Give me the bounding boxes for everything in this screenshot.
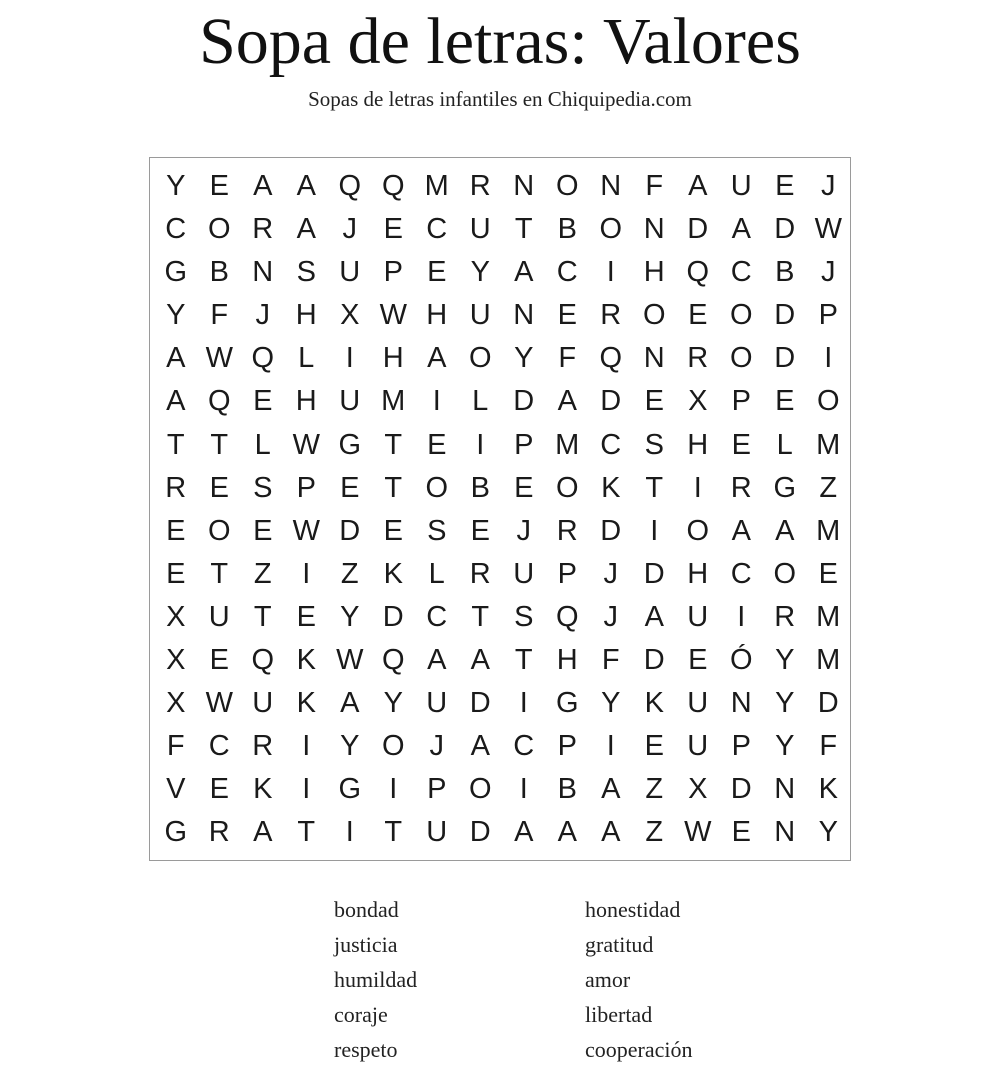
grid-letter: E xyxy=(731,428,751,461)
grid-letter: T xyxy=(514,644,533,677)
grid-letter: A xyxy=(253,170,273,202)
grid-letter: T xyxy=(166,428,185,461)
grid-letter: I xyxy=(302,773,311,806)
grid-letter: K xyxy=(601,471,621,504)
grid-letter: T xyxy=(253,600,272,633)
grid-letter: U xyxy=(687,687,709,720)
grid-letter: R xyxy=(774,600,796,633)
grid-letter: O xyxy=(207,213,231,246)
grid-letter: W xyxy=(292,428,320,461)
grid-letter: N xyxy=(730,687,752,720)
grid-letter: A xyxy=(644,600,664,633)
grid-letter: A xyxy=(166,342,186,375)
grid-letter: D xyxy=(774,299,796,332)
grid-letter: N xyxy=(600,170,622,202)
word-search-grid xyxy=(149,157,851,861)
grid-letter: E xyxy=(209,170,229,202)
grid-letter: S xyxy=(514,600,534,633)
grid-letter: O xyxy=(816,385,840,418)
grid-letter: Y xyxy=(775,687,795,720)
grid-letter: E xyxy=(688,299,708,332)
grid-letter: A xyxy=(601,773,621,806)
grid-letter: Z xyxy=(645,773,664,806)
grid-letter: C xyxy=(208,730,230,763)
grid-letter: M xyxy=(816,428,841,461)
grid-letter: H xyxy=(295,299,317,332)
grid-letter: H xyxy=(382,342,404,375)
grid-letter: C xyxy=(426,600,448,633)
grid-letter: Q xyxy=(251,644,275,677)
grid-letter: X xyxy=(688,385,708,418)
grid-letter: E xyxy=(644,385,664,418)
grid-letter: Y xyxy=(383,687,403,720)
grid-letter: A xyxy=(427,644,447,677)
grid-letter: A xyxy=(253,816,273,849)
grid-letter: E xyxy=(383,213,403,246)
grid-letter: R xyxy=(469,557,491,590)
grid-letter: C xyxy=(426,213,448,246)
grid-letter: I xyxy=(302,730,311,763)
grid-letter: M xyxy=(816,644,841,677)
grid-letter: P xyxy=(383,256,403,289)
grid-letter: K xyxy=(296,687,316,720)
grid-letter: N xyxy=(774,773,796,806)
grid-letter: X xyxy=(688,773,708,806)
word-item: amor xyxy=(585,967,631,992)
grid-letter: R xyxy=(252,213,274,246)
grid-letter: E xyxy=(383,514,403,547)
grid-letter: Q xyxy=(381,170,405,202)
grid-letter: U xyxy=(339,256,361,289)
grid-letter: D xyxy=(774,213,796,246)
grid-letter: S xyxy=(427,514,447,547)
grid-letter: H xyxy=(687,428,709,461)
grid-letter: E xyxy=(296,600,316,633)
grid-letter: W xyxy=(205,342,233,375)
grid-letter: P xyxy=(514,428,534,461)
grid-letter: A xyxy=(688,170,708,202)
grid-letter: H xyxy=(426,299,448,332)
grid-letter: X xyxy=(166,687,186,720)
grid-letter: O xyxy=(468,773,492,806)
grid-letter: U xyxy=(426,816,448,849)
grid-letter: K xyxy=(818,773,838,806)
grid-letter: U xyxy=(208,600,230,633)
grid-letter: I xyxy=(519,687,528,720)
grid-letter: R xyxy=(556,514,578,547)
grid-letter: I xyxy=(476,428,485,461)
grid-letter: I xyxy=(737,600,746,633)
grid-letter: E xyxy=(340,471,360,504)
grid-letter: M xyxy=(816,514,841,547)
grid-letter: T xyxy=(210,557,229,590)
grid-letter: A xyxy=(601,816,621,849)
grid-letter: D xyxy=(600,385,622,418)
grid-letter: W xyxy=(205,687,233,720)
grid-letter: E xyxy=(166,514,186,547)
word-item: bondad xyxy=(334,897,399,922)
grid-letter: H xyxy=(556,644,578,677)
word-item: honestidad xyxy=(585,897,681,922)
grid-letter: U xyxy=(426,687,448,720)
grid-letter: G xyxy=(773,471,797,504)
grid-letter: D xyxy=(339,514,361,547)
grid-letter: E xyxy=(209,773,229,806)
grid-letter: W xyxy=(814,213,842,246)
grid-letter: C xyxy=(730,256,752,289)
grid-letter: G xyxy=(338,773,362,806)
grid-letter: P xyxy=(731,385,751,418)
grid-letter: X xyxy=(340,299,360,332)
grid-letter: T xyxy=(645,471,664,504)
grid-letter: M xyxy=(555,428,580,461)
grid-letter: O xyxy=(729,299,753,332)
grid-letter: Q xyxy=(207,385,231,418)
grid-letter: D xyxy=(469,816,491,849)
grid-letter: O xyxy=(642,299,666,332)
grid-letter: H xyxy=(643,256,665,289)
grid-letter: Z xyxy=(253,557,272,590)
grid-letter: C xyxy=(513,730,535,763)
grid-letter: N xyxy=(252,256,274,289)
grid-letter: F xyxy=(558,342,577,375)
grid-letter: I xyxy=(345,816,354,849)
grid-letter: G xyxy=(164,256,188,289)
grid-letter: D xyxy=(643,557,665,590)
grid-letter: M xyxy=(381,385,406,418)
grid-letter: P xyxy=(557,557,577,590)
grid-letter: Y xyxy=(340,730,360,763)
grid-letter: S xyxy=(253,471,273,504)
grid-letter: K xyxy=(296,644,316,677)
grid-letter: E xyxy=(209,471,229,504)
grid-letter: A xyxy=(166,385,186,418)
grid-letter: A xyxy=(470,644,490,677)
grid-letter: E xyxy=(166,557,186,590)
grid-letter: Z xyxy=(819,471,838,504)
grid-letter: Ó xyxy=(729,644,753,677)
grid-letter: U xyxy=(687,730,709,763)
grid-letter: A xyxy=(557,385,577,418)
grid-letter: I xyxy=(606,256,615,289)
grid-letter: Z xyxy=(645,816,664,849)
grid-letter: E xyxy=(253,385,273,418)
grid-letter: E xyxy=(470,514,490,547)
grid-letter: Q xyxy=(686,256,710,289)
grid-letter: T xyxy=(384,816,403,849)
grid-letter: P xyxy=(731,730,751,763)
grid-letter: E xyxy=(688,644,708,677)
grid-letter: D xyxy=(774,342,796,375)
grid-letter: B xyxy=(775,256,795,289)
grid-letter: O xyxy=(555,471,579,504)
grid-letter: O xyxy=(729,342,753,375)
grid-letter: D xyxy=(730,773,752,806)
grid-letter: T xyxy=(384,428,403,461)
grid-letter: G xyxy=(555,687,579,720)
grid-letter: O xyxy=(599,213,623,246)
grid-letter: Z xyxy=(340,557,359,590)
grid-letter: R xyxy=(469,170,491,202)
grid-letter: U xyxy=(730,170,752,202)
page-subtitle: Sopas de letras infantiles en Chiquipedia.com xyxy=(308,87,692,111)
grid-letter: L xyxy=(776,428,793,461)
grid-letter: J xyxy=(821,256,836,289)
grid-letter: Q xyxy=(381,644,405,677)
grid-letter: D xyxy=(600,514,622,547)
grid-letter: E xyxy=(209,644,229,677)
grid-letter: Q xyxy=(599,342,623,375)
grid-letter: A xyxy=(340,687,360,720)
grid-letter: P xyxy=(427,773,447,806)
grid-letter: F xyxy=(819,730,838,763)
grid-letter: B xyxy=(557,773,577,806)
page-title: Sopa de letras: Valores xyxy=(199,5,801,78)
grid-letter: O xyxy=(425,471,449,504)
word-item: gratitud xyxy=(585,932,654,957)
grid-letter: F xyxy=(601,644,620,677)
grid-letter: U xyxy=(339,385,361,418)
grid-letter: N xyxy=(513,170,535,202)
grid-letter: Y xyxy=(166,170,186,202)
grid-letter: R xyxy=(687,342,709,375)
grid-letter: Q xyxy=(338,170,362,202)
grid-letter: I xyxy=(345,342,354,375)
word-item: cooperación xyxy=(585,1037,693,1062)
grid-letter: U xyxy=(469,213,491,246)
grid-letter: J xyxy=(821,170,836,202)
grid-letter: L xyxy=(472,385,489,418)
grid-letter: W xyxy=(292,514,320,547)
grid-letter: O xyxy=(207,514,231,547)
grid-letter: J xyxy=(516,514,531,547)
grid-letter: C xyxy=(600,428,622,461)
grid-letter: T xyxy=(384,471,403,504)
grid-letter: U xyxy=(469,299,491,332)
grid-letter: D xyxy=(643,644,665,677)
grid-letter: T xyxy=(297,816,316,849)
grid-letter: N xyxy=(643,342,665,375)
grid-letter: M xyxy=(816,600,841,633)
grid-letter: Y xyxy=(775,730,795,763)
word-item: justicia xyxy=(334,932,398,957)
word-item: libertad xyxy=(585,1002,653,1027)
grid-letter: I xyxy=(302,557,311,590)
grid-letter: I xyxy=(389,773,398,806)
grid-letter: B xyxy=(470,471,490,504)
grid-letter: J xyxy=(429,730,444,763)
grid-letter: D xyxy=(817,687,839,720)
grid-letter: A xyxy=(775,514,795,547)
grid-letter: U xyxy=(252,687,274,720)
grid-letter: I xyxy=(824,342,833,375)
word-list-right xyxy=(585,892,693,1067)
grid-letter: M xyxy=(424,170,449,202)
grid-letter: S xyxy=(296,256,316,289)
grid-letter: Y xyxy=(514,342,534,375)
grid-letter: E xyxy=(775,170,795,202)
grid-letter: U xyxy=(513,557,535,590)
grid-letter: Q xyxy=(555,600,579,633)
grid-letter: B xyxy=(209,256,229,289)
grid-letter: L xyxy=(428,557,445,590)
grid-letter: Q xyxy=(251,342,275,375)
grid-letter: K xyxy=(644,687,664,720)
grid-letter: C xyxy=(556,256,578,289)
grid-letter: E xyxy=(731,816,751,849)
grid-letter: A xyxy=(557,816,577,849)
grid-letter: J xyxy=(255,299,270,332)
grid-letter: G xyxy=(338,428,362,461)
grid-letter: L xyxy=(298,342,315,375)
grid-letter: O xyxy=(686,514,710,547)
grid-letter: Y xyxy=(340,600,360,633)
grid-letter: T xyxy=(210,428,229,461)
grid-letter: T xyxy=(514,213,533,246)
grid-letter: D xyxy=(513,385,535,418)
grid-letter: J xyxy=(342,213,357,246)
grid-letter: K xyxy=(253,773,273,806)
word-item: respeto xyxy=(334,1037,398,1062)
grid-letter: A xyxy=(514,816,534,849)
grid-letter: A xyxy=(296,213,316,246)
grid-letter: Y xyxy=(775,644,795,677)
word-item: humildad xyxy=(334,967,418,992)
grid-letter: Y xyxy=(601,687,621,720)
grid-letter: O xyxy=(773,557,797,590)
grid-letter: C xyxy=(165,213,187,246)
word-list-left xyxy=(334,892,417,1067)
grid-letter: E xyxy=(644,730,664,763)
word-item: coraje xyxy=(334,1002,388,1027)
grid-letter: X xyxy=(166,644,186,677)
grid-letter: W xyxy=(684,816,712,849)
grid-letter: D xyxy=(687,213,709,246)
grid-letter: U xyxy=(687,600,709,633)
grid-letter: G xyxy=(164,816,188,849)
grid-letter: A xyxy=(296,170,316,202)
grid-letter: N xyxy=(643,213,665,246)
grid-letter: E xyxy=(514,471,534,504)
grid-letter: F xyxy=(166,730,185,763)
grid-letter: B xyxy=(557,213,577,246)
grid-letter: N xyxy=(513,299,535,332)
grid-letter: A xyxy=(514,256,534,289)
grid-letter: I xyxy=(519,773,528,806)
grid-letter: D xyxy=(382,600,404,633)
grid-letter: J xyxy=(603,600,618,633)
grid-letter: A xyxy=(731,213,751,246)
grid-letter: R xyxy=(730,471,752,504)
grid-letter: F xyxy=(210,299,229,332)
grid-letter: I xyxy=(693,471,702,504)
grid-letter: D xyxy=(469,687,491,720)
grid-letter: A xyxy=(731,514,751,547)
grid-letter: R xyxy=(600,299,622,332)
grid-letter: R xyxy=(252,730,274,763)
grid-letter: E xyxy=(427,428,447,461)
grid-letter: F xyxy=(645,170,664,202)
grid-letter: A xyxy=(470,730,490,763)
grid-letter: P xyxy=(818,299,838,332)
grid-letter: E xyxy=(775,385,795,418)
grid-letter: T xyxy=(471,600,490,633)
grid-letter: P xyxy=(296,471,316,504)
grid-letter: Y xyxy=(818,816,838,849)
grid-letter: H xyxy=(295,385,317,418)
grid-letter: W xyxy=(336,644,364,677)
grid-letter: E xyxy=(557,299,577,332)
grid-letter: P xyxy=(557,730,577,763)
grid-letter: H xyxy=(687,557,709,590)
grid-letter: C xyxy=(730,557,752,590)
grid-letter: I xyxy=(650,514,659,547)
grid-letter: W xyxy=(379,299,407,332)
grid-letter: S xyxy=(644,428,664,461)
grid-letter: O xyxy=(468,342,492,375)
grid-letter: X xyxy=(166,600,186,633)
grid-letter: L xyxy=(254,428,271,461)
grid-letter: K xyxy=(383,557,403,590)
grid-letter: I xyxy=(606,730,615,763)
grid-letter: I xyxy=(432,385,441,418)
grid-letter: O xyxy=(555,170,579,202)
grid-letter: Y xyxy=(470,256,490,289)
grid-letter: J xyxy=(603,557,618,590)
grid-letter: R xyxy=(165,471,187,504)
grid-letter: Y xyxy=(166,299,186,332)
grid-letter: V xyxy=(166,773,186,806)
grid-letter: O xyxy=(381,730,405,763)
grid-letter: N xyxy=(774,816,796,849)
letter-grid xyxy=(154,165,850,855)
grid-letter: E xyxy=(427,256,447,289)
grid-letter: E xyxy=(253,514,273,547)
grid-letter: A xyxy=(427,342,447,375)
grid-letter: E xyxy=(818,557,838,590)
grid-letter: R xyxy=(208,816,230,849)
